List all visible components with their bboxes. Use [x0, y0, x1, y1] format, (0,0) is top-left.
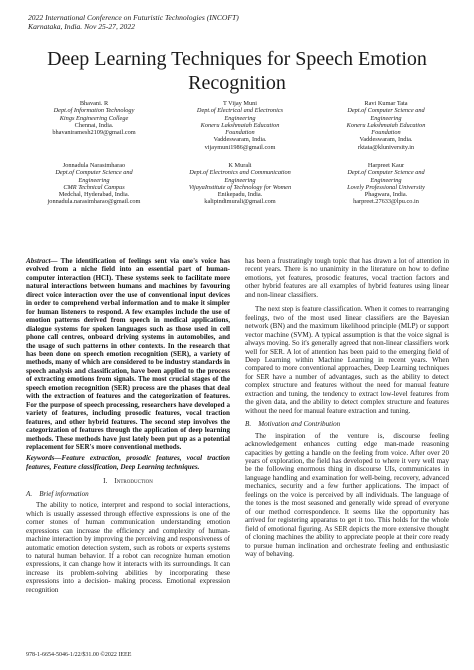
author-email: rktata@kluniversity.in [357, 143, 415, 151]
author-location: Chennai, India. [74, 121, 114, 129]
abstract-label: Abstract— [26, 257, 58, 265]
author-name: Ravi Kumar Tata [364, 100, 408, 107]
author-affiliation-line: Dept.of Computer Science and [347, 107, 425, 115]
right-paragraph-3: The inspiration of the venture is, discourse feeling acknowledgement enhances cutting edge man-made reasoning capacities by getting a handle on the feeling from voice. After over 20 years of exploration, the field has developed to where it very well may be the following enormous thing in discourse UIs, communicates in language handling and examination for well-being, recovery, advanced mechanics, security and a few further applications. The impact of feelings on the voice is perceived by all individuals. The language of the tones is the most seasoned and generally wide spread of everyone of our method correspondence. It seems like the opportunity has arrived for registering apparatus to get it too. This holds for the whole field of emotional figuring. As SER depicts the more extensive thought of cloning machines the ability to appreciate people at their core ready to pursue human inclination and orchestrate feeling and enthusiastic way of behaving. [245, 431, 449, 558]
abstract [26, 257, 230, 451]
author-email: harpreet.27633@lpu.co.in [353, 198, 419, 206]
author-email: kalipindimurali@gmail.com [204, 198, 276, 206]
right-paragraph-1: has been a frustratingly tough topic that has drawn a lot of attention in recent years. There is no unanimity in the literature on how to define emotions, yet features, prosodic features, vocal traction factors and other hybrid features are all examples of hybrid features using linear and non-linear classifiers. [245, 257, 449, 299]
author-affiliation-line: Dept.of Computer Science and [347, 169, 425, 177]
page-footer: 978-1-6654-5046-1/22/$31.00 ©2022 IEEE [26, 652, 132, 658]
author-affiliation-line: Engineering [370, 114, 402, 122]
author-email: jonnadula.narasimharao@gmail.com [47, 198, 141, 206]
author-affiliation-line: CMR Technical Campus [63, 183, 125, 191]
author-affiliation-line: Koneru Lakshmaiah Education [346, 121, 426, 129]
keywords-label: Keywords— [26, 454, 62, 463]
paper-title: Deep Learning Techniques for Speech Emotion Recognition [47, 48, 427, 94]
author-affiliation-line: Foundation [371, 129, 401, 137]
author-affiliation-line: Dept.of Electronics and Communication [189, 169, 291, 177]
author-location: Enikepadu, India. [217, 191, 263, 199]
right-paragraph-2: The next step is feature classification. When it comes to rearranging feelings, two of the most used linear classifiers are the Bayesian network (BN) and the maximum likelihood principle (MLP) or support vector machine (SVM). A typical assumption is that the voice signal is always moving. So it's generally agreed that non-linear classifiers work well for SER. A lot of attention has been paid to the emerging field of Deep Learning within Machine Learning in recent years. When compared to more conventional approaches, Deep Learning techniques for SER have a number of advantages, such as the ability to detect complex structure and features without the need for manual feature extraction and tuning, the tendency to extract low-level features from the given data, and the ability to detect complex structure and features without the need for manual feature extraction and tuning. [245, 305, 449, 415]
author-name: K Murali [228, 162, 252, 169]
author-name: T Vijay Muni [222, 100, 258, 107]
intro-paragraph: The ability to notice, interpret and respond to social interactions, which is usually assessed through effective expressions is one of the corner stones of human communication understanding emotion expressions can increase the efficiency and complexity of human- machine interaction by improving the perceiving and responsiveness of automatic emotion detection system, such as robots or experts systems to natural human behavior. If a robot can recognize human emotion expressions, it can change how it interacts with its surroundings. It can increase its problem-solving abilities by incorporating these expressions into a decision- making process. Emotional expression recognition [26, 501, 230, 594]
author-affiliation-line: Dept.of Information Technology [53, 107, 135, 115]
author-affiliation-line: Foundation [225, 129, 255, 137]
author-2 [172, 100, 308, 151]
abstract-text: The identification of feelings sent via one's voice has evolved from a niche field into an essential part of human-computer interaction (HCI). These systems seek to facilitate more natural interactions between humans and machines by favouring direct voice interaction over the use of conventional input devices in order to comprehend verbal information and to make it simpler for human listeners to respond. A few examples include the use of emotion patterns derived from speech in medical applications, dialogue systems for spoken languages such as those used in cell phone call centres, onboard driving systems in automobiles, and the usage of such patterns in other contexts. In the research that has been done on speech emotion recognition (SER), a variety of methods, many of which are considered to be industry standards in speech analysis and classification, have been applied to the process of extracting emotions from signals. The most crucial stages of the speech emotion recognition (SER) process are the phases that deal with the extraction of features and the categorization of features. For the purpose of speech processing, researchers have developed a variety of features, including prosodic features, vocal traction features, and other hybrid features. The second step involves the categorization of features through the application of deep learning methods. These methods have just lately been put up as a potential replacement for SER's more conventional methods. [26, 257, 230, 451]
author-email: bhavaniramesh2109@gmail.com [52, 129, 136, 137]
author-affiliation-line: Dept.of Computer Science and [55, 169, 133, 177]
keywords-text: Feature extraction, prosodic features, vocal traction features, Feature classification, Deep Learning techniques. [26, 454, 230, 471]
author-affiliation-line: Engineering [370, 176, 402, 184]
author-affiliation-line: VijayaInstitute of Technology for Women [188, 183, 292, 191]
author-affiliation-line: Engineering [224, 114, 256, 122]
author-location: Vaddeswaram, India. [213, 136, 267, 144]
author-name: Harpreet Kaur [367, 162, 405, 169]
author-name: Jonnadula Narasimharao [62, 162, 126, 169]
author-affiliation-line: Lovely Professional University [347, 183, 425, 191]
author-location: Phagwara, India. [364, 191, 408, 199]
section-heading-introduction: I. Introduction [103, 477, 153, 486]
author-1 [26, 100, 162, 136]
author-location: Vaddeswaram, India. [359, 136, 413, 144]
author-affiliation-line: Dept.of Electrical and Electronics [196, 107, 284, 115]
subsection-heading-brief-information: A. Brief information [26, 489, 89, 498]
left-column [26, 257, 230, 594]
author-email: vijaymuni1986@gmail.com [204, 143, 276, 151]
author-affiliation-line: Koneru Lakshmaiah Education [200, 121, 280, 129]
author-6 [318, 162, 454, 206]
conference-header [28, 13, 239, 31]
author-affiliation-line: Kings Engineering College [59, 114, 129, 122]
author-location: Medchal, Hyderabad, India. [58, 191, 130, 199]
author-5 [172, 162, 308, 206]
conference-location: Karnataka, India. Nov 25-27, 2022 [28, 22, 135, 31]
author-name: Bhavani. R [79, 100, 109, 107]
author-4 [26, 162, 162, 206]
conference-name: 2022 International Conference on Futuristic Technologies (INCOFT) [28, 13, 239, 22]
author-affiliation-line: Engineering [224, 176, 256, 184]
subsection-heading-motivation: B. Motivation and Contribution [245, 420, 341, 429]
author-affiliation-line: Engineering [78, 176, 110, 184]
right-column [245, 257, 449, 558]
author-3 [318, 100, 454, 151]
keywords [26, 454, 230, 471]
